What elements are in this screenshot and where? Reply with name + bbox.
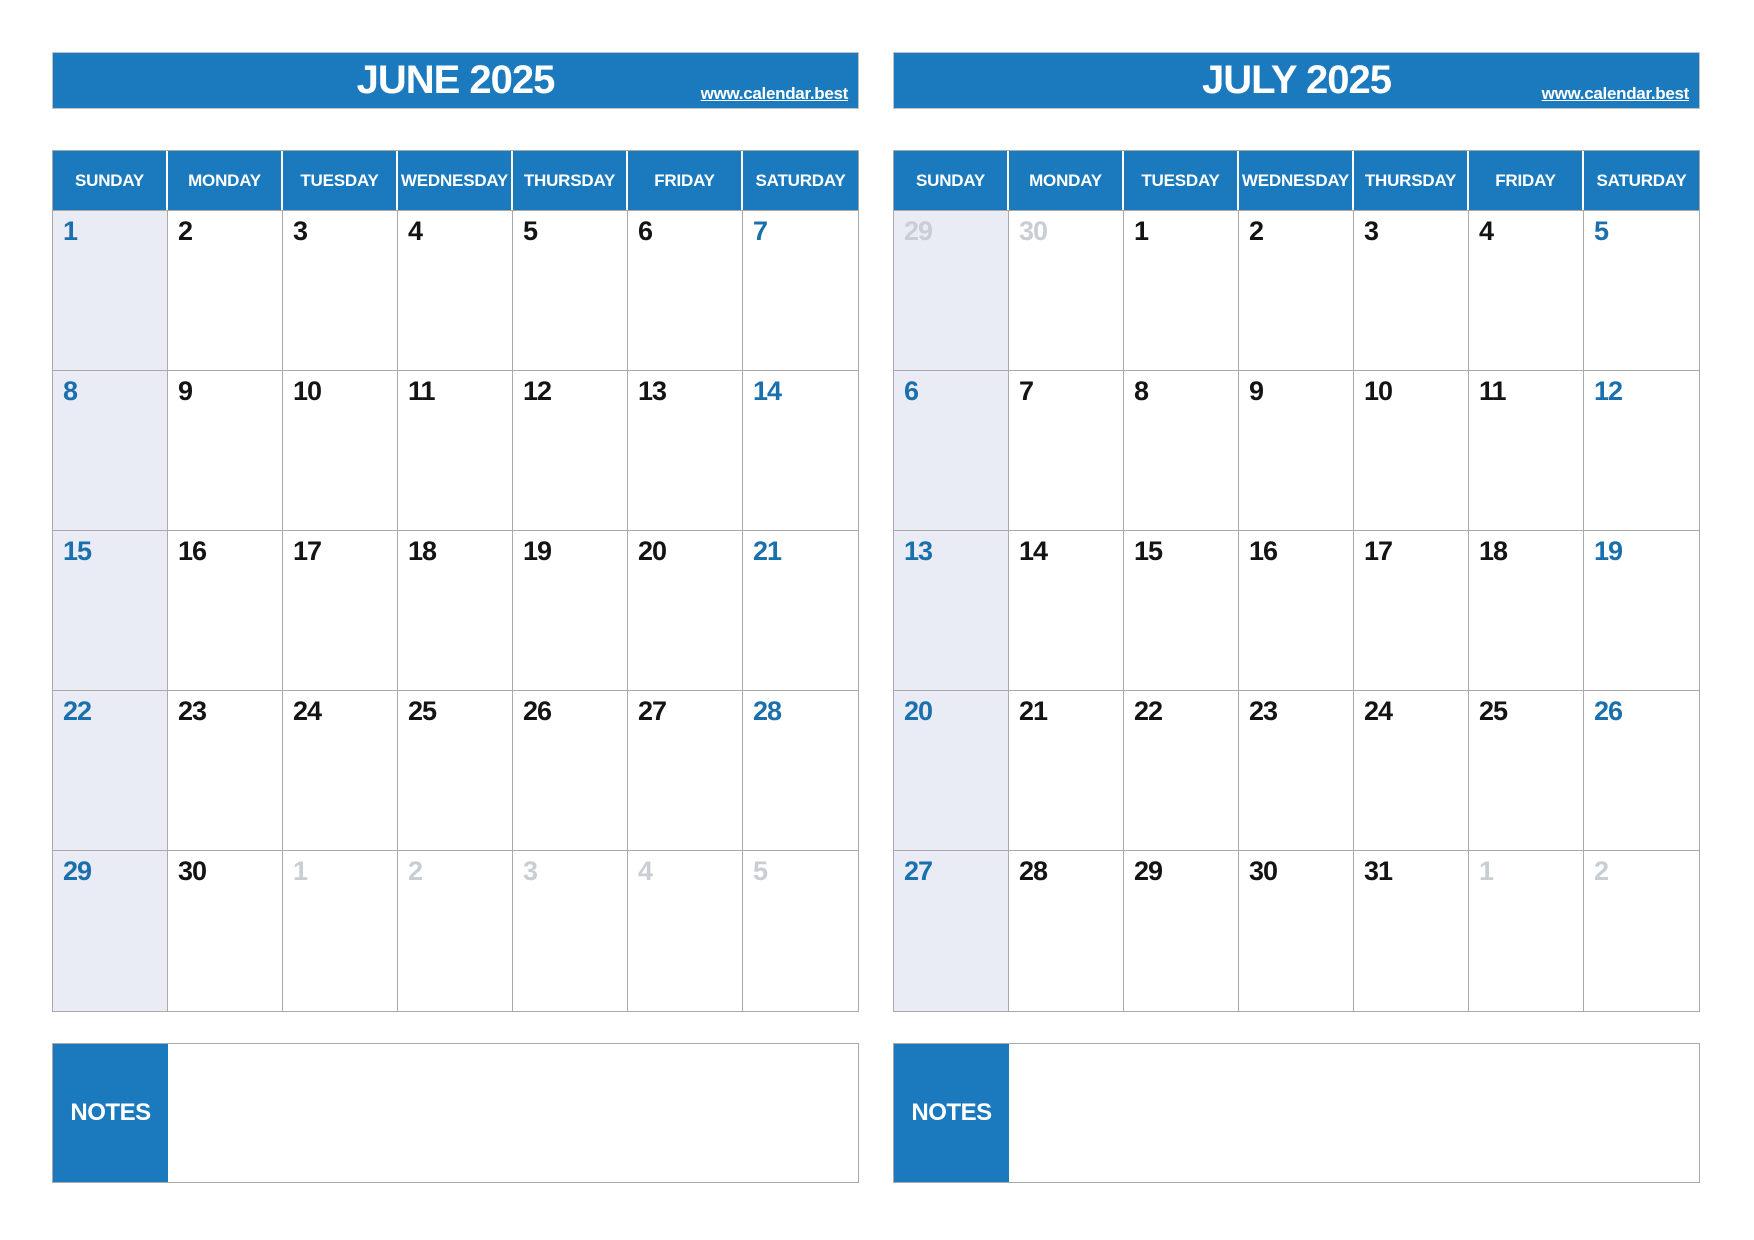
date-cell (53, 691, 168, 851)
date-cell (743, 691, 858, 851)
date-number: 14 (753, 376, 782, 406)
date-number: 25 (408, 696, 437, 726)
date-number: 7 (753, 216, 768, 246)
date-cell (1584, 371, 1699, 531)
date-number: 1 (293, 856, 308, 886)
notes-section (52, 1043, 859, 1183)
weekday-header-wednesday: WEDNESDAY (398, 151, 513, 210)
date-cell (168, 531, 283, 691)
date-cell (1239, 211, 1354, 371)
weekday-header-sunday: SUNDAY (53, 151, 168, 210)
date-cell (168, 211, 283, 371)
date-cell (894, 531, 1009, 691)
date-number: 5 (753, 856, 768, 886)
date-number: 6 (904, 376, 919, 406)
date-number: 29 (904, 216, 933, 246)
date-cell (628, 691, 743, 851)
date-number: 1 (1134, 216, 1149, 246)
weekday-header-sunday: SUNDAY (894, 151, 1009, 210)
date-cell (1469, 371, 1584, 531)
date-cell (894, 851, 1009, 1011)
date-number: 4 (638, 856, 653, 886)
date-number: 4 (1479, 216, 1494, 246)
date-number: 24 (293, 696, 322, 726)
date-number: 23 (178, 696, 207, 726)
site-link[interactable]: www.calendar.best (700, 84, 848, 103)
notes-section (893, 1043, 1700, 1183)
date-number: 23 (1249, 696, 1278, 726)
date-number: 1 (63, 216, 78, 246)
date-number: 5 (523, 216, 538, 246)
date-cell (1469, 851, 1584, 1011)
date-cell (1584, 531, 1699, 691)
date-cell (628, 851, 743, 1011)
date-cell (743, 211, 858, 371)
date-cell (513, 691, 628, 851)
date-number: 11 (1479, 376, 1506, 406)
date-number: 13 (904, 536, 933, 566)
date-number: 22 (63, 696, 92, 726)
date-cell (1584, 851, 1699, 1011)
date-cell (1584, 691, 1699, 851)
date-number: 17 (293, 536, 322, 566)
date-number: 3 (293, 216, 308, 246)
date-number: 12 (1594, 376, 1623, 406)
date-number: 15 (63, 536, 92, 566)
date-number: 29 (1134, 856, 1163, 886)
calendar-july-2025 (893, 52, 1700, 1183)
weekday-header-row (53, 151, 858, 210)
date-number: 8 (63, 376, 78, 406)
date-number: 14 (1019, 536, 1048, 566)
date-number: 1 (1479, 856, 1494, 886)
weekday-header-wednesday: WEDNESDAY (1239, 151, 1354, 210)
date-cell (1354, 211, 1469, 371)
month-table (52, 150, 859, 1012)
date-number: 5 (1594, 216, 1609, 246)
weekday-header-saturday: SATURDAY (1584, 151, 1699, 210)
date-cell (1469, 531, 1584, 691)
date-number: 8 (1134, 376, 1149, 406)
date-number: 27 (638, 696, 667, 726)
date-cell (894, 691, 1009, 851)
date-cell (743, 851, 858, 1011)
date-cell (53, 371, 168, 531)
date-number: 26 (523, 696, 552, 726)
date-number: 28 (1019, 856, 1048, 886)
notes-label: NOTES (894, 1044, 1009, 1182)
date-cell (53, 531, 168, 691)
date-cell (628, 211, 743, 371)
date-cell (1469, 211, 1584, 371)
date-number: 18 (408, 536, 437, 566)
date-number: 7 (1019, 376, 1034, 406)
date-cell (1009, 691, 1124, 851)
date-number: 15 (1134, 536, 1163, 566)
date-cell (743, 371, 858, 531)
date-cell (53, 851, 168, 1011)
date-number: 12 (523, 376, 552, 406)
date-number: 10 (293, 376, 322, 406)
date-number: 21 (1019, 696, 1048, 726)
date-number: 22 (1134, 696, 1163, 726)
date-number: 9 (1249, 376, 1264, 406)
date-cell (398, 371, 513, 531)
date-cell (1239, 531, 1354, 691)
date-grid (53, 210, 858, 1011)
date-number: 16 (178, 536, 207, 566)
weekday-header-friday: FRIDAY (1469, 151, 1584, 210)
date-cell (1009, 531, 1124, 691)
month-table (893, 150, 1700, 1012)
date-cell (894, 371, 1009, 531)
weekday-header-row (894, 151, 1699, 210)
date-cell (1124, 531, 1239, 691)
date-cell (283, 691, 398, 851)
date-number: 2 (1249, 216, 1264, 246)
weekday-header-monday: MONDAY (168, 151, 283, 210)
calendar-june-2025 (52, 52, 859, 1183)
date-cell (1239, 371, 1354, 531)
date-cell (1239, 851, 1354, 1011)
date-number: 19 (523, 536, 552, 566)
date-number: 25 (1479, 696, 1508, 726)
date-number: 17 (1364, 536, 1393, 566)
date-cell (1354, 851, 1469, 1011)
date-cell (1354, 691, 1469, 851)
date-number: 31 (1364, 856, 1393, 886)
date-number: 20 (904, 696, 933, 726)
date-cell (1469, 691, 1584, 851)
date-cell (894, 211, 1009, 371)
weekday-header-saturday: SATURDAY (743, 151, 858, 210)
date-number: 19 (1594, 536, 1623, 566)
date-number: 20 (638, 536, 667, 566)
date-cell (1354, 531, 1469, 691)
date-number: 29 (63, 856, 92, 886)
date-cell (743, 531, 858, 691)
date-cell (398, 691, 513, 851)
date-cell (398, 531, 513, 691)
notes-writing-area (1009, 1044, 1699, 1182)
date-number: 16 (1249, 536, 1278, 566)
date-number: 2 (1594, 856, 1609, 886)
date-cell (283, 371, 398, 531)
weekday-header-monday: MONDAY (1009, 151, 1124, 210)
weekday-header-thursday: THURSDAY (1354, 151, 1469, 210)
weekday-header-thursday: THURSDAY (513, 151, 628, 210)
date-number: 9 (178, 376, 193, 406)
date-number: 21 (753, 536, 782, 566)
date-cell (1124, 211, 1239, 371)
month-title-bar (893, 52, 1700, 109)
date-cell (1124, 691, 1239, 851)
date-number: 30 (1019, 216, 1048, 246)
date-number: 28 (753, 696, 782, 726)
date-number: 4 (408, 216, 423, 246)
date-cell (628, 371, 743, 531)
month-title: JUNE 2025 (356, 58, 555, 102)
date-cell (1009, 371, 1124, 531)
date-number: 3 (523, 856, 538, 886)
month-title-bar (52, 52, 859, 109)
date-cell (398, 851, 513, 1011)
date-cell (283, 531, 398, 691)
date-cell (168, 371, 283, 531)
date-cell (168, 851, 283, 1011)
date-cell (513, 211, 628, 371)
weekday-header-tuesday: TUESDAY (283, 151, 398, 210)
date-cell (628, 531, 743, 691)
date-cell (513, 371, 628, 531)
date-cell (1124, 851, 1239, 1011)
date-number: 30 (1249, 856, 1278, 886)
date-number: 26 (1594, 696, 1623, 726)
date-cell (1354, 371, 1469, 531)
month-title: JULY 2025 (1202, 58, 1391, 102)
date-number: 13 (638, 376, 667, 406)
date-number: 2 (178, 216, 193, 246)
date-cell (1009, 211, 1124, 371)
date-number: 18 (1479, 536, 1508, 566)
date-cell (1009, 851, 1124, 1011)
date-number: 2 (408, 856, 423, 886)
date-number: 11 (408, 376, 435, 406)
date-cell (283, 211, 398, 371)
date-cell (168, 691, 283, 851)
date-cell (1584, 211, 1699, 371)
notes-label: NOTES (53, 1044, 168, 1182)
date-number: 10 (1364, 376, 1393, 406)
weekday-header-tuesday: TUESDAY (1124, 151, 1239, 210)
date-grid (894, 210, 1699, 1011)
date-cell (1124, 371, 1239, 531)
date-cell (398, 211, 513, 371)
notes-writing-area (168, 1044, 858, 1182)
date-cell (513, 851, 628, 1011)
date-cell (513, 531, 628, 691)
weekday-header-friday: FRIDAY (628, 151, 743, 210)
date-number: 6 (638, 216, 653, 246)
date-number: 30 (178, 856, 207, 886)
site-link[interactable]: www.calendar.best (1541, 84, 1689, 103)
date-cell (53, 211, 168, 371)
date-number: 3 (1364, 216, 1379, 246)
date-cell (283, 851, 398, 1011)
date-cell (1239, 691, 1354, 851)
date-number: 24 (1364, 696, 1393, 726)
date-number: 27 (904, 856, 933, 886)
